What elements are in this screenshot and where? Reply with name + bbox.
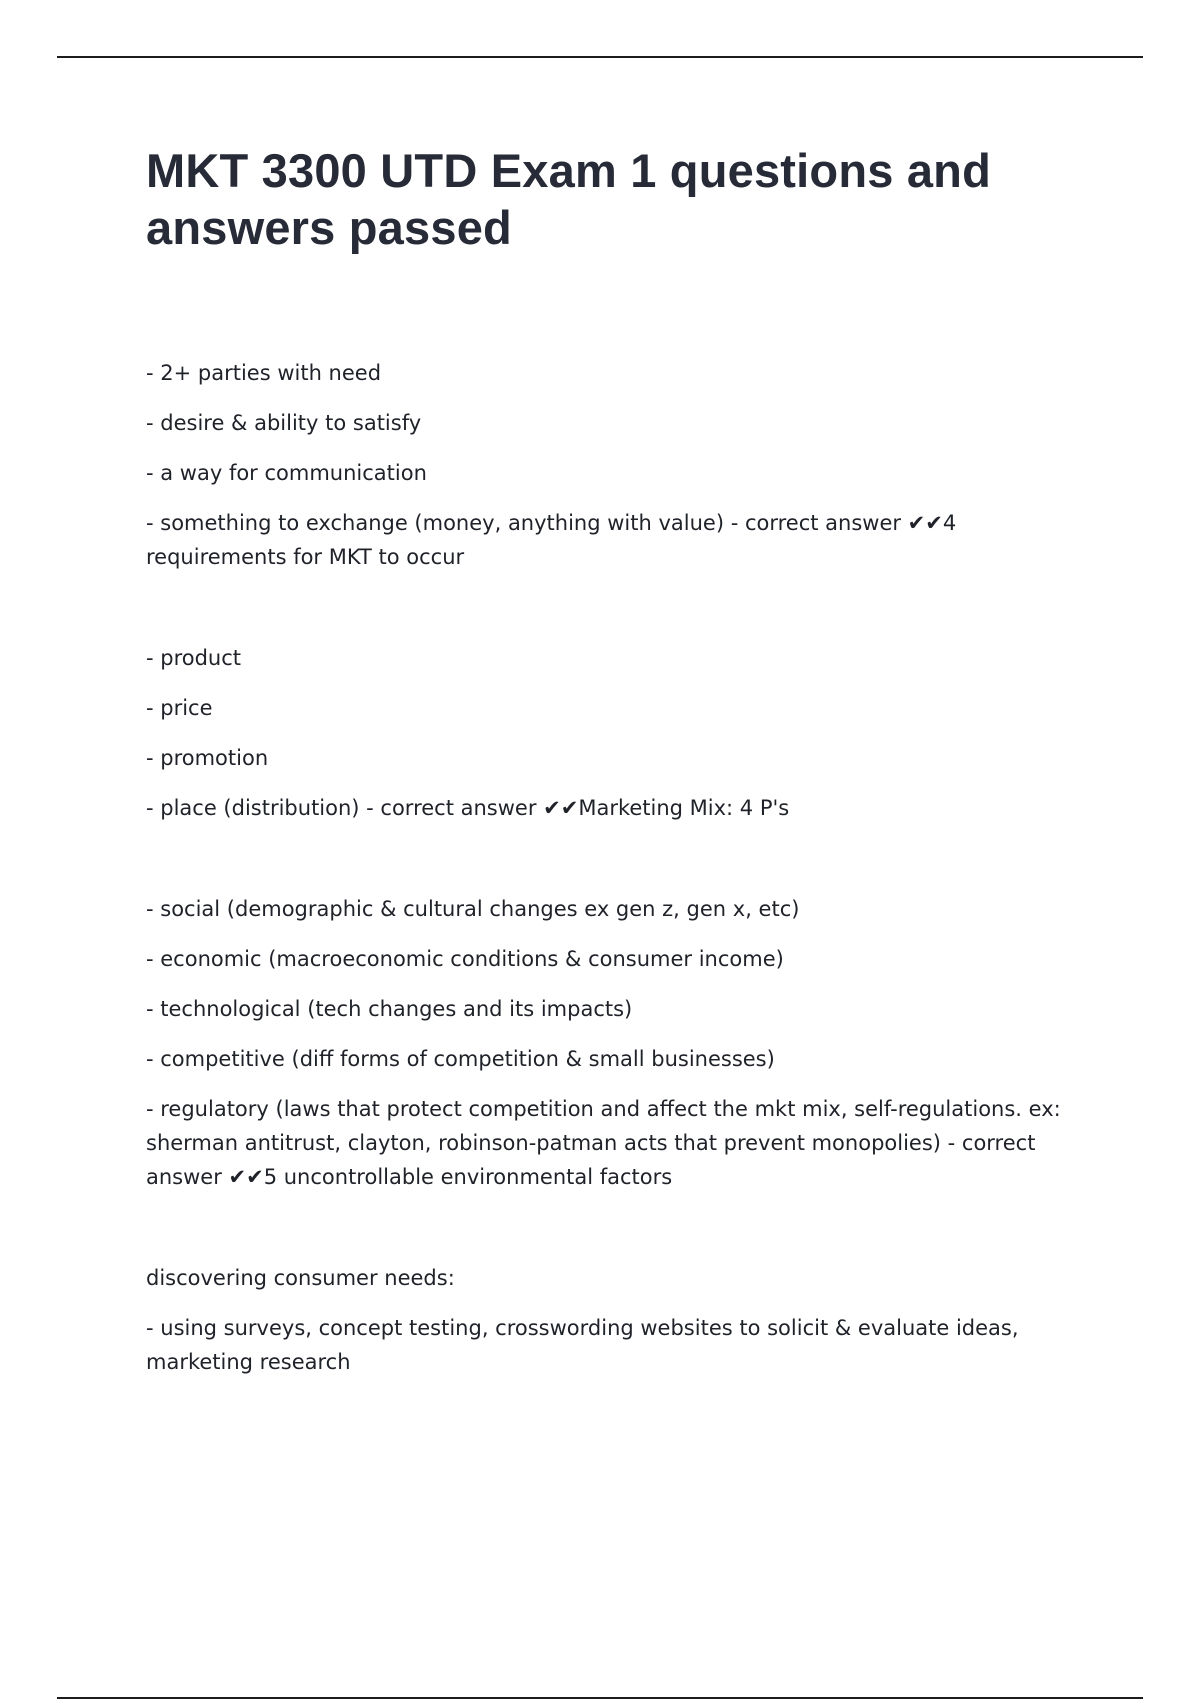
text-line: - competitive (diff forms of competition & small businesses) bbox=[146, 1047, 775, 1071]
qa-block-requirements bbox=[146, 356, 1096, 574]
document-body bbox=[146, 356, 1096, 1446]
text-line: - technological (tech changes and its impacts) bbox=[146, 997, 633, 1021]
top-rule bbox=[57, 56, 1143, 58]
text-line: - 2+ parties with need bbox=[146, 361, 382, 385]
qa-block-marketing-mix bbox=[146, 641, 1096, 825]
text-line: - desire & ability to satisfy bbox=[146, 411, 422, 435]
text-line: discovering consumer needs: bbox=[146, 1266, 455, 1290]
qa-block-consumer-needs bbox=[146, 1261, 1096, 1379]
text-line: - something to exchange (money, anything with value) - correct answer ✔✔4 requirements for MKT to occur bbox=[146, 511, 957, 569]
document-title: MKT 3300 UTD Exam 1 questions and answers passed bbox=[146, 144, 991, 254]
text-line: - a way for communication bbox=[146, 461, 427, 485]
text-line: - social (demographic & cultural changes ex gen z, gen x, etc) bbox=[146, 897, 800, 921]
bottom-rule bbox=[57, 1697, 1143, 1699]
text-line: - product bbox=[146, 646, 242, 670]
text-line: - using surveys, concept testing, crosswording websites to solicit & evaluate ideas, marketing research bbox=[146, 1316, 1019, 1374]
text-line: - regulatory (laws that protect competition and affect the mkt mix, self-regulations. ex: sherman antitrust, clayton, robinson-patman acts that prevent monopolies) - correct answer ✔✔5 uncontrollable environmental factors bbox=[146, 1097, 1061, 1189]
text-line: - price bbox=[146, 696, 213, 720]
qa-block-environmental-factors bbox=[146, 892, 1096, 1194]
text-line: - promotion bbox=[146, 746, 269, 770]
text-line: - economic (macroeconomic conditions & consumer income) bbox=[146, 947, 784, 971]
text-line: - place (distribution) - correct answer ✔✔Marketing Mix: 4 P's bbox=[146, 796, 790, 820]
